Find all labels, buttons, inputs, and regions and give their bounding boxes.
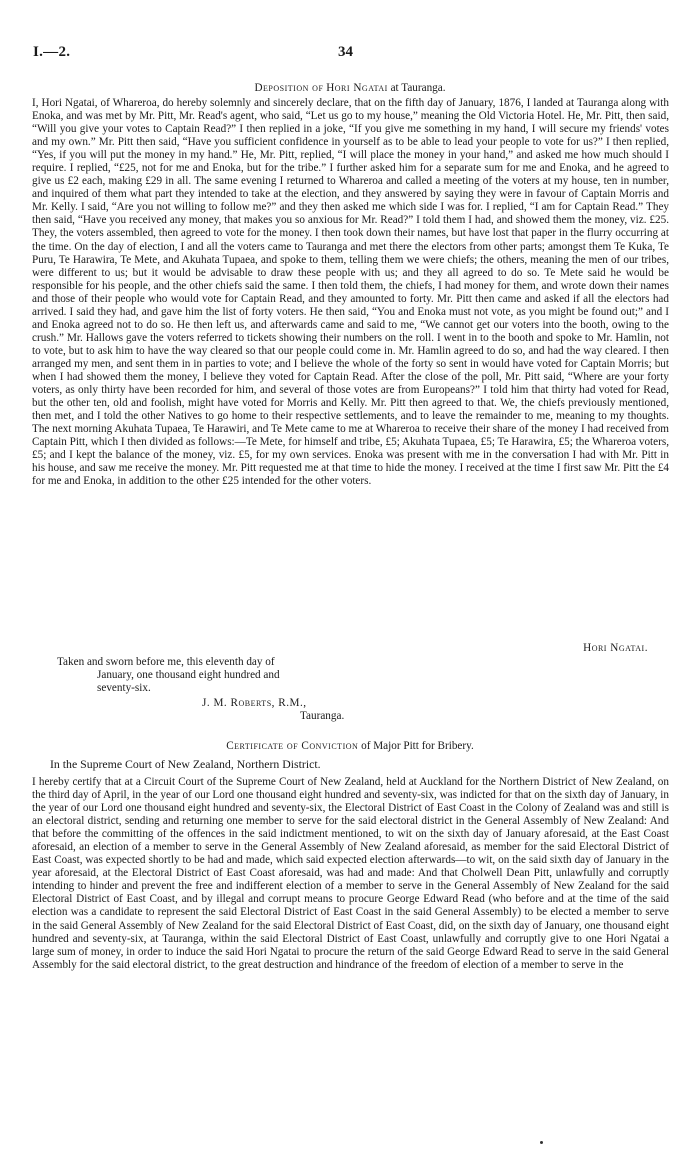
magistrate-name: J. M. Roberts, R.M., — [202, 697, 307, 709]
certificate-heading — [0, 740, 700, 752]
magistrate-place: Tauranga. — [300, 710, 345, 723]
deposition-heading-suffix: at Tauranga. — [390, 82, 446, 94]
jurat-line-1: Taken and sworn before me, this eleventh day of — [57, 656, 275, 668]
deponent-signature: Hori Ngatai. — [583, 642, 648, 654]
certificate-body: I hereby certify that at a Circuit Court of the Supreme Court of New Zealand, held at Auckland for the Northern District of New Zealand, on the third day of April, in the year of our Lord one thousand eight hundred and seventy-six, was indicted for that on the sixth day of January, in the year of our Lord one thousand eight hundred and seventy-six, the Electoral District of East Coast in the Colony of Zealand was and still is an electoral district, sending and returning one member to serve for the said electoral district in the General Assembly of New Zealand: And that before the committing of the offences in the said indictment mentioned, to wit on the sixth day of January aforesaid, at the East Coast aforesaid, an election of a member to serve in the General Assembly of New Zealand aforesaid, as member for the said Electoral District of East Coast, was expected shortly to be had and made, which said expected election afterwards—to wit, on the said sixth day of January in the year aforesaid, at the Electoral District of East Coast aforesaid, was had and made: And that Cholwell Dean Pitt, unlawfully and corruptly intending to hinder and prevent the free and indifferent election of a member to serve in the General Assembly of New Zealand for the said Electoral District of East Coast, and by illegal and corrupt means to procure George Edward Read (who before and at the time of the said election was a candidate to represent the said Electoral District of East Coast in the said General Assembly) to be elected a member to serve in the said General Assembly of New Zealand for the said Electoral District of East Coast, did, on the sixth day of January, one thousand eight hundred and seventy-six, at Tauranga, within the said Electoral District of East Coast, unlawfully and corruptly give to one Hori Ngatai a large sum of money, in order to induce the said Hori Ngatai to procure the return of the said George Edward Read to serve in the said General Assembly for the said electoral district, to the great destruction and hindrance of the freedom of election of a member to serve in the — [32, 776, 669, 971]
deposition-body: I, Hori Ngatai, of Whareroa, do hereby solemnly and sincerely declare, that on the fifth day of January, 1876, I landed at Tauranga along with Enoka, and was met by Mr. Pitt, Mr. Read's agent, who said, “Let us go to my house,” meaning the Old Victoria Hotel. He, Mr. Pitt, then said, “Will you give your votes to Captain Read?” I then replied in a joke, “If you give me something in my hand, I will secure my friends' votes and my own.” Mr. Pitt then said, “Have you sufficient confidence in yourself as to be able to lead your people to vote for us?” I then replied, “Yes, if you will put the money in my hand.” He, Mr. Pitt, replied, “I will place the money in your hand,” and asked me how much should I require. I replied, “£25, not for me and Enoka, but for the tribe.” I further asked him for a separate sum for me and Enoka, and he agreed to give us £2 each, making £29 in all. The same evening I returned to Whareroa and called a meeting of the voters at my house, ten in number, and inquired of them what part they intended to take at the election, and they answered by saying they were in favour of Captain Morris and Mr. Kelly. I said, “Are you not willing to follow me?” and they then asked me which side I was for. I replied, “I am for Captain Read.” They then said, “Have you received any money, that makes you so anxious for Mr. Read?” I told them I had, and showed them the money, viz. £25. They, the voters assembled, then agreed to vote for the money. I then took down their names, but have lost that paper in the flurry occurring at the time. On the day of election, I and all the voters came to Tauranga and met there the electors from other parts; amongst them Te Kuka, Te Puru, Te Harawira, Te Mete, and Akuhata Tupaea, and spoke to them, telling them we were chiefs; the others, meaning the men of our tribes, were different to us; but it would be advisable to draw these people with us; and they all agreed to do so. Te Mete said he would be responsible for his people, and the other chiefs said the same. I then told them, the chiefs, I had money for them, and wrote down their names and those of their people who would vote for Captain Read, and they amounted to forty. Mr. Pitt then came and asked if all the electors had arrived. I said they had, and gave him the list of forty voters. He then said, “You and Enoka must not vote, as you might be found out;” and I and Enoka agreed not to do so. He then left us, and afterwards came and said to me, “We cannot get our voters into the booth, owing to the crush.” Mr. Hallows gave the voters referred to tickets showing their numbers on the roll. I went in to the booth and spoke to Mr. Hamlin, not to vote, but to ask him to have the way cleared so that our people could come in. Mr. Hamlin agreed to do so, and had the way cleared. I then arranged my men, and sent them in in parties to vote; and I believe the whole of the forty so sent in would have voted for Captain Morris; but when I had showed them the money, I believe they voted for Captain Read. After the close of the poll, Mr. Pitt said, “Where are your forty voters, as only thirty have been recorded for him, and several of those votes are from Europeans?” I told him that thirty had voted for Read, but the other ten, old and foolish, might have voted for Morris and Kelly. Mr. Pitt then agreed to that. We, the chiefs previously mentioned, then met, and I told the other Natives to go home to their respective settlements, and to leave the remainder to me, meaning to my thoughts. The next morning Akuhata Tupaea, Te Harawiri, and Te Mete came to me at Whareroa to receive their share of the money I had received from Captain Pitt, which I then divided as follows:—Te Mete, for himself and tribe, £5; Akuhata Tupaea, £5; Te Harawira, £5; the Whareroa voters, £5; and I kept the balance of the money, viz. £5, for my own services. Enoka was present with me in the conversation I had with Mr. Pitt in his house, and saw me receive the money. Mr. Pitt requested me at that time to hide the money. I received at the time I first saw Mr. Pitt the £4 for me and Enoka, in addition to the other £25 intended for the other voters. — [32, 97, 670, 488]
jurat — [57, 656, 387, 695]
court-heading: In the Supreme Court of New Zealand, Northern District. — [50, 757, 321, 771]
deposition-heading — [0, 82, 700, 94]
jurat-line-3: seventy-six. — [97, 682, 151, 695]
certificate-heading-prefix: Certificate of Conviction — [226, 740, 359, 752]
jurat-line-2: January, one thousand eight hundred and — [97, 669, 280, 682]
certificate-heading-suffix: of Major Pitt for Bribery. — [361, 740, 474, 752]
magistrate-block — [202, 697, 344, 723]
deposition-heading-prefix: Deposition of — [254, 82, 324, 94]
parliamentary-paper-reference: I.—2. — [33, 44, 71, 60]
page-number: 34 — [338, 44, 353, 60]
deposition-heading-name: Hori Ngatai — [326, 82, 388, 94]
page-mark — [540, 1141, 543, 1144]
